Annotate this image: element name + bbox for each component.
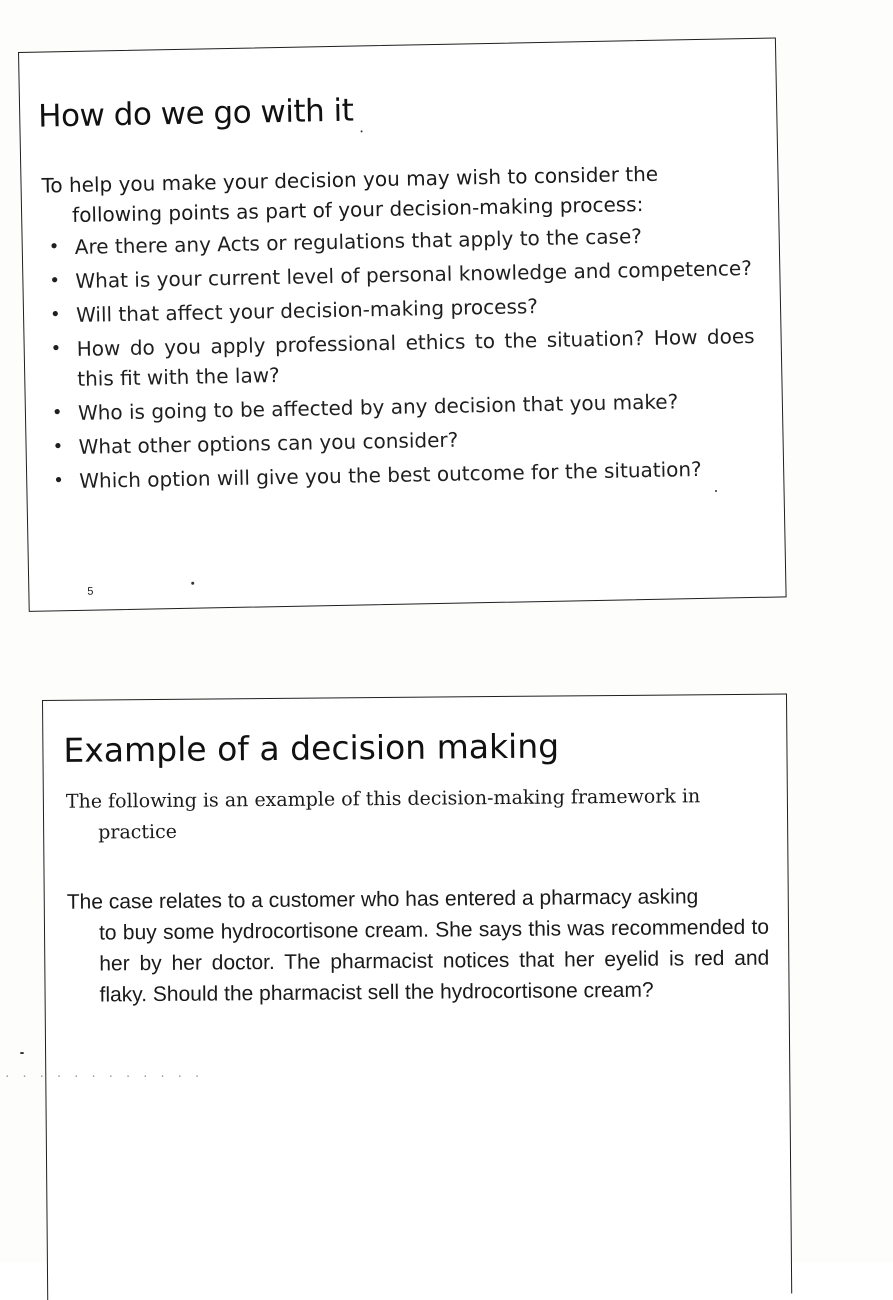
paragraph-text: to buy some hydrocortisone cream. She says this was recommended to her by her doctor. The pharmacist notices that her eyelid is red and flaky. Should the pharmacist sell the hydrocortisone cream? (98, 915, 770, 1007)
list-item: • Will that affect your decision-making process? (46, 287, 754, 331)
list-item: • Who is going to be affected by any decision that you make? (48, 385, 756, 429)
bullet-list (44, 219, 757, 501)
slide-intro (41, 157, 754, 231)
slide-title: Example of a decision making (63, 726, 560, 770)
paragraph-line: The case relates to a customer who has entered a pharmacy asking (66, 885, 699, 914)
list-item: • What is your current level of personal knowledge and competence? (45, 253, 753, 297)
scan-speck (191, 582, 194, 585)
list-item: • Are there any Acts or regulations that apply to the case? (44, 219, 752, 263)
scan-speck (20, 1052, 24, 1054)
scan-speck (361, 130, 363, 132)
scan-smudge: · · · · · · · · · · · · (4, 1070, 203, 1083)
intro-line-2: following points as part of your decision-making process: (71, 192, 644, 227)
slide-title: How do we go with it (37, 92, 354, 135)
slide-example-decision (42, 693, 792, 1299)
scan-speck (715, 490, 717, 492)
page-number: 5 (87, 585, 94, 598)
list-item: • Which option will give you the best outcome for the situation? (49, 453, 757, 497)
intro-line-1: To help you make your decision you may wish to consider the (41, 161, 659, 198)
case-paragraph (67, 881, 770, 1011)
list-item: • What other options can you consider? (48, 419, 756, 463)
slide-how-do-we-go (18, 37, 787, 611)
paragraph-line: The following is an example of this decision-making framework in (65, 785, 701, 813)
paragraph-line: practice (98, 820, 178, 844)
intro-paragraph (66, 781, 769, 849)
list-item: • How do you apply professional ethics to the situation? How does this fit with the law? (46, 321, 755, 395)
